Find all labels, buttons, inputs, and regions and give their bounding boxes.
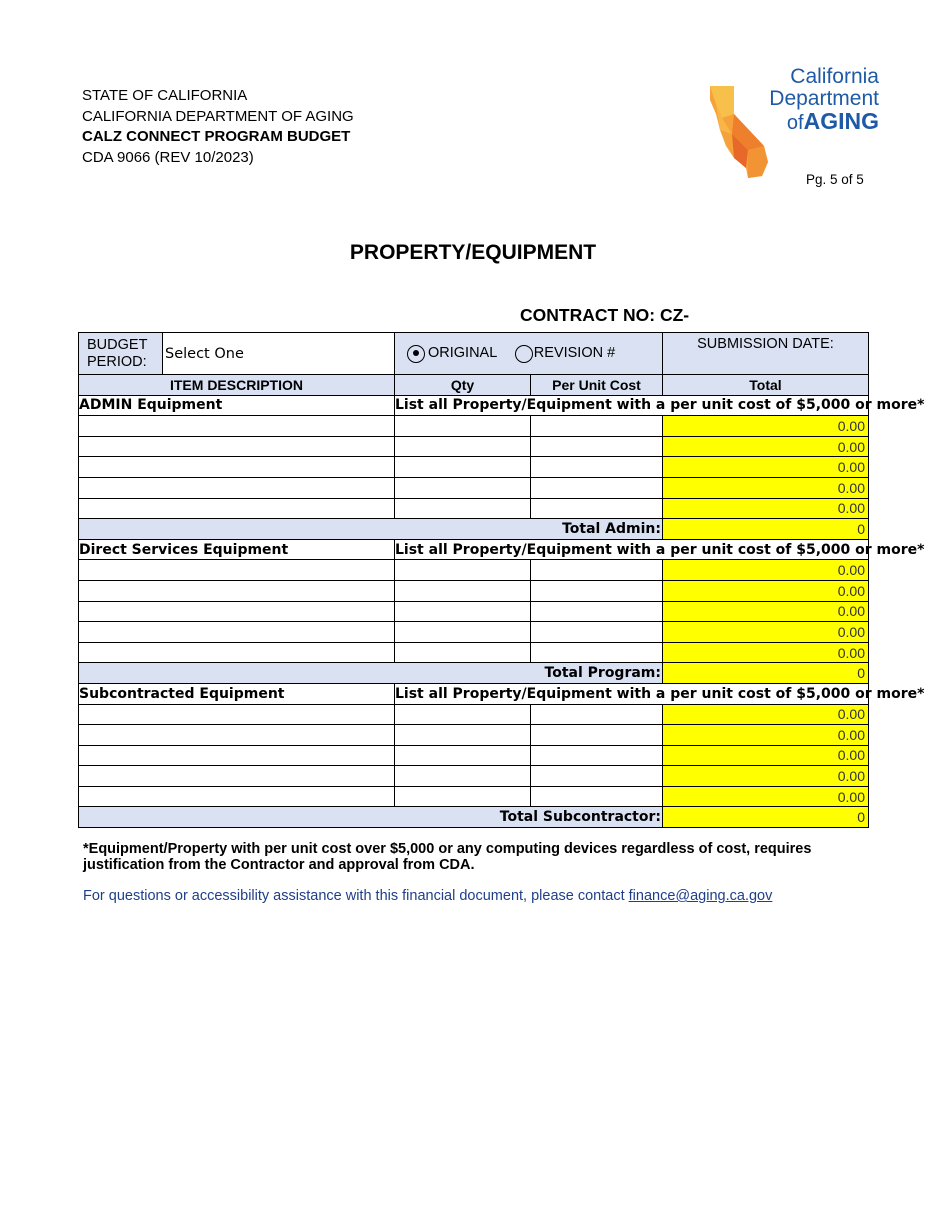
unit-cost-cell[interactable] — [531, 642, 663, 663]
qty-cell[interactable] — [395, 580, 531, 601]
table-row — [79, 622, 869, 643]
original-radio[interactable] — [407, 345, 425, 363]
submission-date-field[interactable]: SUBMISSION DATE: — [663, 333, 869, 375]
row-total-cell: 0.00 — [663, 766, 869, 787]
logo-of: of — [786, 112, 804, 134]
unit-cost-cell[interactable] — [531, 766, 663, 787]
table-row — [79, 580, 869, 601]
section-note: List all Property/Equipment with a per unit cost of $5,000 or more* — [395, 539, 869, 560]
row-total-cell: 0.00 — [663, 622, 869, 643]
column-header-row — [79, 375, 869, 396]
row-total-cell: 0.00 — [663, 601, 869, 622]
col-per-unit-cost: Per Unit Cost — [531, 375, 663, 396]
table-row — [79, 642, 869, 663]
item-description-cell[interactable] — [79, 560, 395, 581]
section-total-label: Total Program: — [79, 663, 663, 684]
unit-cost-cell[interactable] — [531, 436, 663, 457]
col-total: Total — [663, 375, 869, 396]
unit-cost-cell[interactable] — [531, 601, 663, 622]
unit-cost-cell[interactable] — [531, 786, 663, 807]
table-row — [79, 560, 869, 581]
item-description-cell[interactable] — [79, 622, 395, 643]
table-row — [79, 745, 869, 766]
qty-cell[interactable] — [395, 436, 531, 457]
header-form-number: CDA 9066 (REV 10/2023) — [82, 148, 254, 166]
item-description-cell[interactable] — [79, 601, 395, 622]
row-total-cell: 0.00 — [663, 436, 869, 457]
section-name: Subcontracted Equipment — [79, 683, 395, 704]
qty-cell[interactable] — [395, 786, 531, 807]
qty-cell[interactable] — [395, 642, 531, 663]
unit-cost-cell[interactable] — [531, 560, 663, 581]
row-total-cell: 0.00 — [663, 580, 869, 601]
logo-aging: AGING — [803, 108, 879, 134]
unit-cost-cell[interactable] — [531, 725, 663, 746]
item-description-cell[interactable] — [79, 766, 395, 787]
qty-cell[interactable] — [395, 745, 531, 766]
table-row — [79, 498, 869, 519]
cda-logo — [708, 66, 878, 176]
section-note: List all Property/Equipment with a per unit cost of $5,000 or more* — [395, 683, 869, 704]
item-description-cell[interactable] — [79, 580, 395, 601]
logo-line-california: California — [790, 65, 879, 88]
item-description-cell[interactable] — [79, 786, 395, 807]
section-header-row — [79, 539, 869, 560]
original-label: ORIGINAL — [428, 345, 497, 362]
budget-period-select[interactable]: Select One — [163, 333, 395, 375]
contract-number: CONTRACT NO: CZ- — [520, 305, 690, 325]
row-total-cell: 0.00 — [663, 745, 869, 766]
table-row — [79, 416, 869, 437]
finance-email-link[interactable]: finance@aging.ca.gov — [628, 888, 773, 904]
table-row — [79, 477, 869, 498]
section-header-row — [79, 395, 869, 416]
qty-cell[interactable] — [395, 622, 531, 643]
logo-line-department: Department — [769, 87, 879, 110]
revision-radio[interactable] — [515, 345, 533, 363]
col-qty: Qty — [395, 375, 531, 396]
qty-cell[interactable] — [395, 601, 531, 622]
item-description-cell[interactable] — [79, 436, 395, 457]
header-form-name: CALZ CONNECT PROGRAM BUDGET — [82, 128, 351, 145]
budget-period-label: BUDGET PERIOD: — [79, 333, 163, 375]
item-description-cell[interactable] — [79, 416, 395, 437]
qty-cell[interactable] — [395, 766, 531, 787]
unit-cost-cell[interactable] — [531, 416, 663, 437]
table-row — [79, 725, 869, 746]
header-department: CALIFORNIA DEPARTMENT OF AGING — [82, 107, 354, 125]
row-total-cell: 0.00 — [663, 642, 869, 663]
section-total-row — [79, 807, 869, 828]
section-total-label: Total Admin: — [79, 519, 663, 540]
qty-cell[interactable] — [395, 457, 531, 478]
section-total-value: 0 — [663, 663, 869, 684]
item-description-cell[interactable] — [79, 725, 395, 746]
row-total-cell: 0.00 — [663, 560, 869, 581]
row-total-cell: 0.00 — [663, 725, 869, 746]
unit-cost-cell[interactable] — [531, 498, 663, 519]
col-item-description: ITEM DESCRIPTION — [79, 375, 395, 396]
table-row — [79, 766, 869, 787]
item-description-cell[interactable] — [79, 477, 395, 498]
unit-cost-cell[interactable] — [531, 622, 663, 643]
table-row — [79, 457, 869, 478]
section-total-value: 0 — [663, 519, 869, 540]
unit-cost-cell[interactable] — [531, 477, 663, 498]
budget-table — [78, 332, 925, 828]
unit-cost-cell[interactable] — [531, 457, 663, 478]
table-row — [79, 704, 869, 725]
row-total-cell: 0.00 — [663, 786, 869, 807]
section-total-row — [79, 519, 869, 540]
table-row — [79, 601, 869, 622]
row-total-cell: 0.00 — [663, 477, 869, 498]
section-total-label: Total Subcontractor: — [79, 807, 663, 828]
page-title: PROPERTY/EQUIPMENT — [349, 241, 597, 264]
qty-cell[interactable] — [395, 416, 531, 437]
header-state: STATE OF CALIFORNIA — [82, 87, 248, 104]
unit-cost-cell[interactable] — [531, 580, 663, 601]
section-note: List all Property/Equipment with a per unit cost of $5,000 or more* — [395, 395, 869, 416]
qty-cell[interactable] — [395, 704, 531, 725]
item-description-cell[interactable] — [79, 745, 395, 766]
footnote: *Equipment/Property with per unit cost over $5,000 or any computing devices regardless of cost, requires justification from the Contractor and approval from CDA. — [83, 841, 812, 873]
qty-cell[interactable] — [395, 477, 531, 498]
section-name: ADMIN Equipment — [79, 395, 395, 416]
contact-text: For questions or accessibility assistance with this financial document, please contact — [83, 888, 629, 904]
section-total-row — [79, 663, 869, 684]
qty-cell[interactable] — [395, 498, 531, 519]
item-description-cell[interactable] — [79, 457, 395, 478]
page-number: Pg. 5 of 5 — [806, 172, 864, 187]
row-total-cell: 0.00 — [663, 704, 869, 725]
contact-line — [83, 888, 772, 904]
row-total-cell: 0.00 — [663, 457, 869, 478]
item-description-cell[interactable] — [79, 642, 395, 663]
section-total-value: 0 — [663, 807, 869, 828]
row-total-cell: 0.00 — [663, 416, 869, 437]
submission-type — [395, 333, 663, 375]
item-description-cell[interactable] — [79, 498, 395, 519]
budget-header-row — [79, 333, 869, 375]
item-description-cell[interactable] — [79, 704, 395, 725]
table-row — [79, 786, 869, 807]
qty-cell[interactable] — [395, 560, 531, 581]
section-header-row — [79, 683, 869, 704]
qty-cell[interactable] — [395, 725, 531, 746]
unit-cost-cell[interactable] — [531, 745, 663, 766]
row-total-cell: 0.00 — [663, 498, 869, 519]
form-header — [82, 86, 354, 168]
table-row — [79, 436, 869, 457]
unit-cost-cell[interactable] — [531, 704, 663, 725]
section-name: Direct Services Equipment — [79, 539, 395, 560]
revision-label: REVISION # — [533, 345, 616, 362]
